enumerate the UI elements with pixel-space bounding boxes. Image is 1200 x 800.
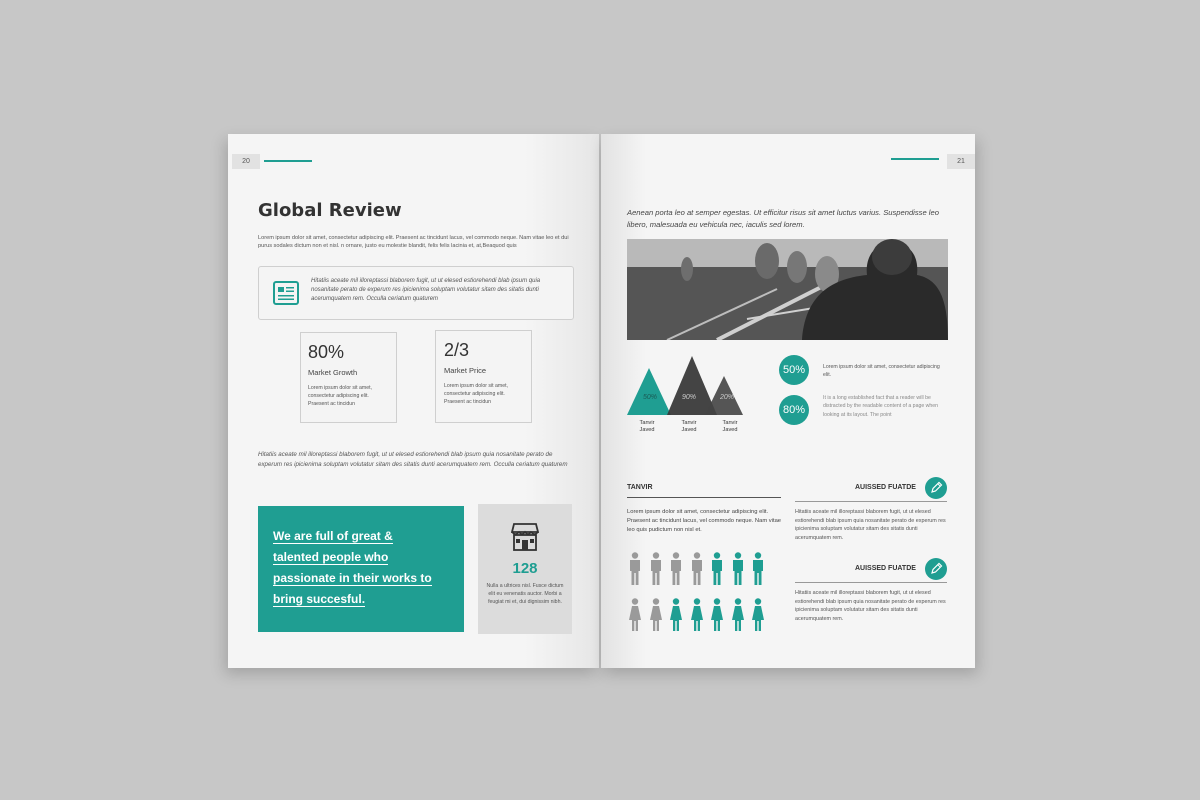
triangle-label-line: Javed	[639, 427, 655, 433]
tanvir-heading: TANVIR	[627, 484, 653, 491]
triangle-value: 20%	[720, 394, 735, 401]
triangle-label	[635, 420, 659, 434]
quote-text	[273, 526, 463, 610]
right-page	[601, 134, 975, 668]
feature-text: Hitatiis aceate mil illoreptassi blaborem fugit, ut ut elesed estiorehendi blab ipsum quia nosanitate perato de experum res ipicienima soluptam volutatur sitam des sitatis dunti acerumquatem rem.	[795, 509, 946, 541]
triangle-label	[718, 420, 742, 434]
stat-value: 80%	[308, 342, 345, 362]
counter-value: 128	[512, 560, 538, 577]
triangle-label-line: Tanvir	[722, 420, 738, 426]
triangle-label-line: Tanvir	[639, 420, 655, 426]
intro-italic: Aenean porta leo at semper egestas. Ut efficitur risus sit amet luctus varius. Suspendisse leo libero, malesuada eu vehicula nec, iaculis sed lorem.	[627, 208, 939, 229]
quote-line: passionate in their works to	[273, 571, 432, 585]
tanvir-text: Lorem ipsum dolor sit amet, consectetur adipiscing elit. Praesent ac tincidunt lacus, vel commodo neque. Nam vitae leo quis pudictum non nisl et.	[627, 509, 782, 533]
stat-desc: Lorem ipsum dolor sit amet, consectetur adipiscing elit. Praesent ac tincidun	[444, 383, 509, 405]
feature-rule	[795, 582, 947, 583]
people-chart	[629, 552, 771, 634]
page-number-right: 21	[947, 154, 975, 169]
triangle-mark-1	[627, 368, 671, 415]
left-page	[228, 134, 599, 668]
body-paragraph: Hitatiis aceate mil illoreptassi blaborem fugit, ut ut elesed estiorehendi blab ipsum quia nosanitate perato de experum res ipicienima soluptam volutatur sitam des sitatis dunti acerumquatem rem. Occulla ceriatum quaturem	[258, 451, 568, 468]
tanvir-rule	[627, 497, 781, 498]
person-female-icon	[670, 598, 682, 632]
circle-text: It is a long established fact that a reader will be distracted by the readable content of a page when looking at its layout. The point	[823, 395, 939, 418]
triangle-label-line: Javed	[722, 427, 738, 433]
triangle-value: 50%	[643, 394, 658, 401]
stat-desc: Lorem ipsum dolor sit amet, consectetur adipiscing elit. Praesent ac tincidun	[308, 385, 373, 407]
feature-text: Hitatiis aceate mil illoreptassi blaborem fugit, ut ut elesed estiorehendi blab ipsum quia nosanitate perato de experum res ipicienima soluptam volutatur sitam des sitatis dunti acerumquatem rem.	[795, 590, 946, 622]
triangle-label-line: Javed	[681, 427, 697, 433]
person-female-icon	[711, 598, 723, 632]
feature-rule	[795, 501, 947, 502]
counter-box	[478, 504, 572, 634]
feature-heading: AUISSED FUATDE	[855, 565, 916, 572]
counter-desc: Nulla a ultrices nisl. Fusce dictum elit eu venenatis auctor. Morbi a feugiat mi et, dui dignissim nibh.	[486, 583, 564, 605]
header-rule-left	[264, 160, 312, 162]
pencil-icon	[925, 477, 947, 499]
person-male-icon	[691, 552, 703, 586]
page-number-left: 20	[232, 154, 260, 169]
page-title: Global Review	[258, 200, 402, 221]
callout-text: Hitatiis aceate mil illoreptassi blaborem fugit, ut ut elesed estiorehendi blab ipsum quia nosanitate perato de experum res ipicienima soluptam volutatur sitam des sitatis dunti acerumquatem rem. Occulla ceriatum quaturem	[311, 278, 541, 302]
stat-card-growth	[300, 332, 397, 423]
stat-label: Market Price	[444, 366, 487, 375]
pencil-icon	[925, 558, 947, 580]
stat-label: Market Growth	[308, 368, 358, 377]
triangle-label	[677, 420, 701, 434]
person-female-icon	[629, 598, 641, 632]
person-female-icon	[691, 598, 703, 632]
stat-value: 2/3	[444, 340, 470, 360]
callout-box	[258, 266, 574, 320]
person-male-icon	[732, 552, 744, 586]
percent-circle: 80%	[779, 395, 809, 425]
header-rule-right	[891, 158, 939, 160]
document-icon	[273, 281, 299, 305]
quote-line: bring succesful.	[273, 592, 366, 606]
triangle-label-line: Tanvir	[681, 420, 697, 426]
quote-line: We are full of great &	[273, 529, 393, 543]
person-female-icon	[650, 598, 662, 632]
person-female-icon	[752, 598, 764, 632]
triangle-value: 90%	[682, 394, 697, 401]
quote-box	[258, 506, 464, 632]
store-icon	[511, 522, 539, 552]
person-male-icon	[670, 552, 682, 586]
stat-card-price	[435, 330, 532, 423]
circle-text: Lorem ipsum dolor sit amet, consectetur adipiscing elit.	[823, 364, 940, 378]
person-male-icon	[752, 552, 764, 586]
person-male-icon	[629, 552, 641, 586]
person-female-icon	[732, 598, 744, 632]
person-male-icon	[711, 552, 723, 586]
triangle-chart	[627, 354, 751, 416]
feature-heading: AUISSED FUATDE	[855, 484, 916, 491]
person-male-icon	[650, 552, 662, 586]
percent-circle: 50%	[779, 355, 809, 385]
quote-line: talented people who	[273, 550, 389, 564]
photo-football	[627, 239, 948, 340]
intro-text: Lorem ipsum dolor sit amet, consectetur adipiscing elit. Praesent ac tincidunt lacus, vel commodo neque. Nam vitae leo et dui purus sodales dictum non et nisl. n ornare, justo eu molestie blandit, felis felis lacinia et, at,Beaquod quis	[258, 235, 569, 249]
